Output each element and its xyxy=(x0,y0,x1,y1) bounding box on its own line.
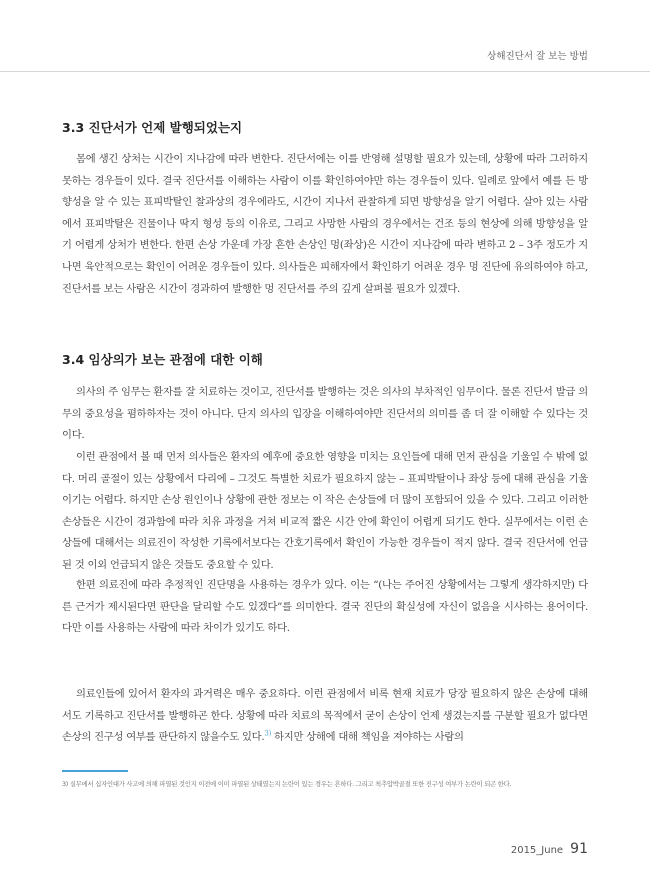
paragraph: 한편 의료진에 따라 추정적인 진단명을 사용하는 경우가 있다. 이는 “(나는 주어진 상황에서는 그렇게 생각하지만) 다른 근거가 제시된다면 판단을 달리할 수도 있겠다”를 의미한다. 결국 진단의 확실성에 자신이 없음을 시사하는 용어이다. 다만 이를 사용하는 사람에 따라 차이가 있기도 하다. xyxy=(62,579,588,635)
header-divider xyxy=(0,71,650,72)
page-footer xyxy=(511,838,588,857)
paragraph: 몸에 생긴 상처는 시간이 지나감에 따라 변한다. 진단서에는 이를 반영해 설명할 필요가 있는데, 상황에 따라 그러하지 못하는 경우들이 있다. 결국 진단서를 이해하는 사람이 이를 확인하여야만 하는 경우들이 있다. 일례로 앞에서 예를 든 방향성을 알 수 있는 표피박탈인 찰과상의 경우에라도, 시간이 지나서 관찰하게 되면 방향성을 알기 어렵다. 살아 있는 사람에서 표피박탈은 진물이나 딱지 형성 등의 이유로, 그리고 사망한 사람의 경우에서는 건조 등의 현상에 의해 방향성을 알기 어렵게 상처가 변한다. 한편 손상 가운데 가장 흔한 손상인 멍(좌상)은 시간이 지나감에 따라 변하고 2 – 3주 정도가 지나면 육안적으로는 확인이 어려운 경우들이 있다. 의사들은 피해자에서 확인하기 어려운 경우 멍 진단에 유의하여야 하고, 진단서를 보는 사람은 시간이 경과하여 발행한 멍 진단서를 주의 깊게 살펴볼 필요가 있겠다. xyxy=(62,153,588,295)
running-header: 상해진단서 잘 보는 방법 xyxy=(487,51,588,62)
section-heading-3-4: 3.4 임상의가 보는 관점에 대한 이해 xyxy=(62,352,263,367)
paragraph: 의사의 주 임무는 환자를 잘 치료하는 것이고, 진단서를 발행하는 것은 의사의 부차적인 임무이다. 물론 진단서 발급 의무의 중요성을 폄하하자는 것이 아니다. 단지 의사의 입장을 이해하여야만 진단서의 의미를 좀 더 잘 이해할 수 있다는 것이다. xyxy=(62,386,588,442)
footnote-divider xyxy=(62,770,128,772)
footnote-reference[interactable]: 3) xyxy=(264,729,272,738)
paragraph-text: 의료인들에 있어서 환자의 과거력은 매우 중요하다. 이런 관점에서 비록 현재 치료가 당장 필요하지 않은 손상에 대해서도 기록하고 진단서를 발행하곤 한다. 상황에 따라 치료의 목적에서 굳이 손상이 언제 생겼는지를 구분할 필요가 없다면 손상의 진구성 여부를 판단하지 않을수도 있다. xyxy=(62,688,588,744)
paragraph-text-continued: 하지만 상해에 대해 책임을 져야하는 사람의 xyxy=(271,731,464,744)
paragraph xyxy=(62,684,588,749)
page-number: 91 xyxy=(570,841,588,857)
issue-label: 2015_June xyxy=(510,845,564,856)
paragraph: 이런 관점에서 볼 때 먼저 의사들은 환자의 예후에 중요한 영향을 미치는 요인들에 대해 먼저 관심을 기울일 수 밖에 없다. 머리 골절이 있는 상황에서 다리에 – 그것도 특별한 치료가 필요하지 않는 – 표피박탈이나 좌상 등에 대해 관심을 기울이기는 어렵다. 하지만 손상 원인이나 상황에 관한 정보는 이 작은 손상들에 더 많이 포함되어 있을 수 있다. 그리고 이러한 손상들은 시간이 경과함에 따라 치유 과정을 거쳐 비교적 짧은 시간 안에 확인이 어렵게 되기도 한다. 실무에서는 이런 손상들에 대해서는 의료진이 작성한 기록에서보다는 간호기록에서 확인이 가능한 경우들이 적지 않다. 결국 진단서에 언급된 것 이외 언급되지 않은 것들도 중요할 수 있다. xyxy=(62,451,588,571)
footnote: 3) 실무에서 십자인대가 사고에 의해 파열된 것인지 이전에 이미 파열된 상태였는지 논란이 있는 경우는 흔하다. 그리고 척추압박골절 또한 진구성 여부가 논란이 되곤 한다. xyxy=(62,781,512,788)
section-heading-3-3: 3.3 진단서가 언제 발행되었는지 xyxy=(62,120,243,135)
